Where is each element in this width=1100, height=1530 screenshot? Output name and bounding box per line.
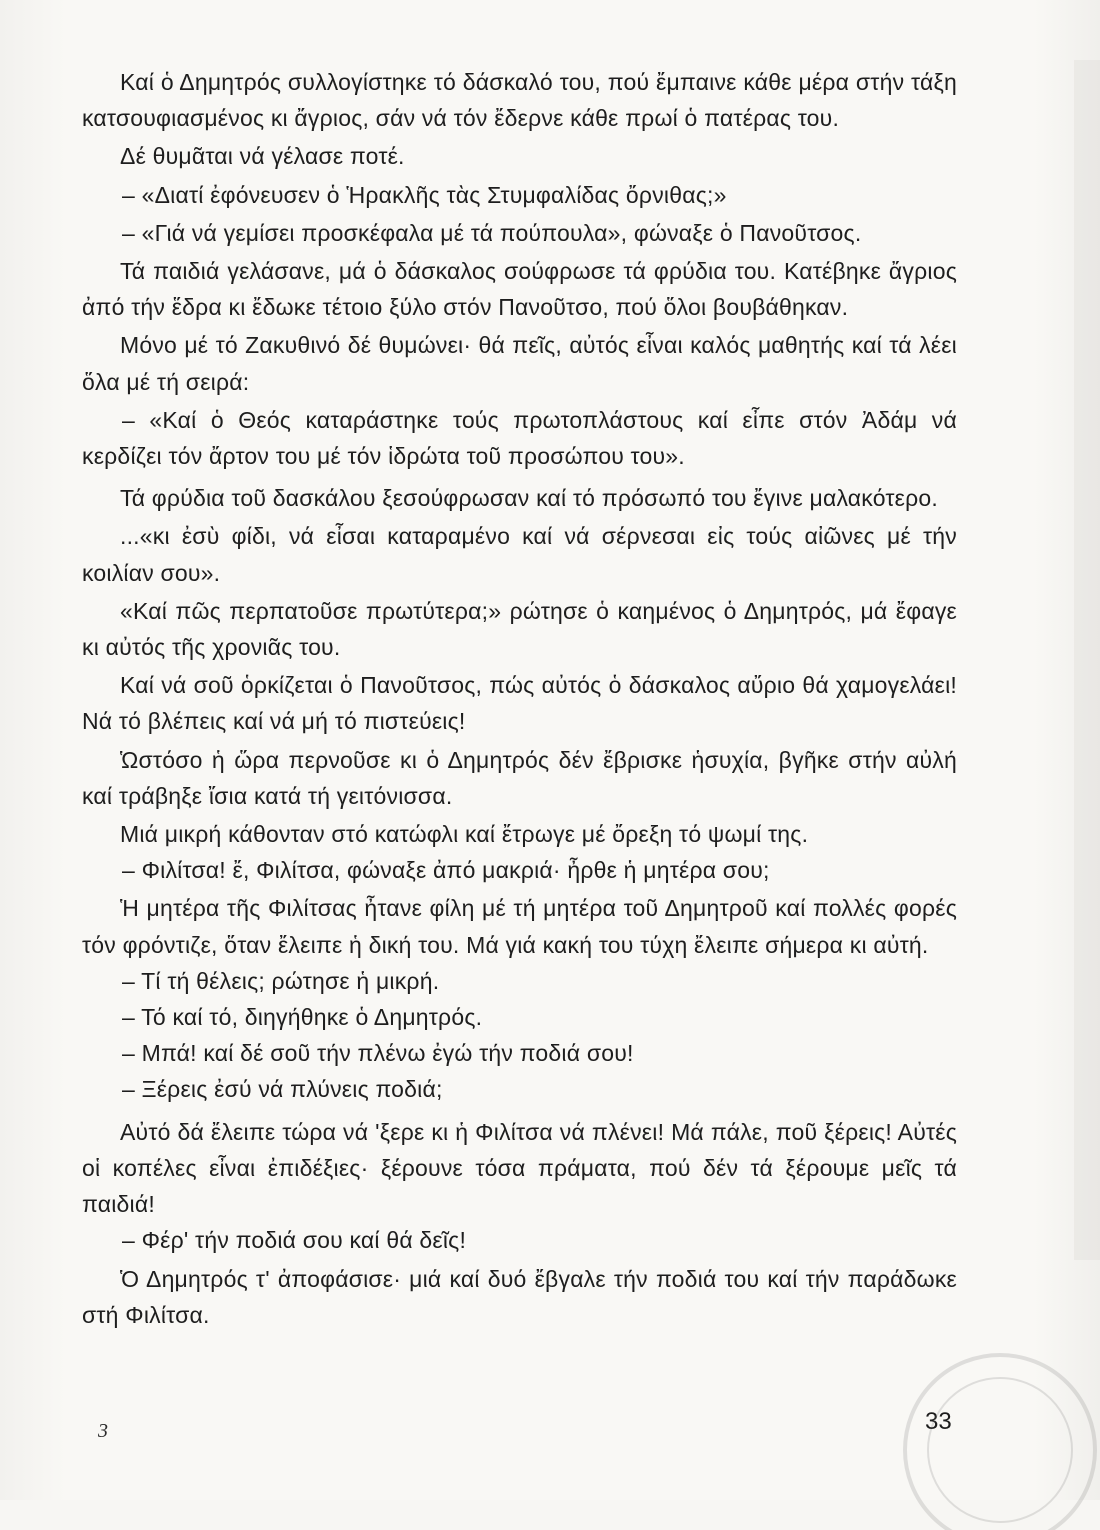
library-stamp-icon xyxy=(850,1330,1100,1530)
dialogue-line: – «Διατί ἐφόνευσεν ὁ Ἡρακλῆς τὰς Στυμφαλίδας ὄρνιθας;» xyxy=(122,181,727,208)
paragraph: Τά παιδιά γελάσανε, μά ὁ δάσκαλος σούφρωσε τά φρύδια του. Κατέβηκε ἄγριος ἀπό τήν ἕδρα κι ἔδωκε τέτοιο ξύλο στόν Πανοῦτσο, πού ὅλοι βουβάθηκαν. xyxy=(82,258,957,321)
paragraph: Ὡστόσο ἡ ὥρα περνοῦσε κι ὁ Δημητρός δέν ἔβρισκε ἡσυχία, βγῆκε στήν αὐλή καί τράβηξε ἴσια κατά τή γειτόνισσα. xyxy=(82,746,957,809)
dialogue-line: – Φιλίτσα! ἔ, Φιλίτσα, φώναξε ἀπό μακριά· ἦρθε ἡ μητέρα σου; xyxy=(122,857,770,884)
paragraph: Μόνο μέ τό Ζακυθινό δέ θυμώνει· θά πεῖς, αὐτός εἶναι καλός μαθητής καί τά λέει ὅλα μέ τή σειρά: xyxy=(82,332,957,395)
paragraph: Καί ὁ Δημητρός συλλογίστηκε τό δάσκαλό του, πού ἔμπαινε κάθε μέρα στήν τάξη κατσουφιασμένος κι ἄγριος, σάν νά τόν ἔδερνε κάθε πρωί ὁ πατέρας του. xyxy=(82,69,957,132)
dialogue-line: – Τί τή θέλεις; ρώτησε ἡ μικρή. xyxy=(122,967,440,994)
paragraph: Ἡ μητέρα τῆς Φιλίτσας ἦτανε φίλη μέ τή μητέρα τοῦ Δημητροῦ καί πολλές φορές τόν φρόντιζε, ὅταν ἔλειπε ἡ δική του. Μά γιά κακή του τύχη ἔλειπε σήμερα κι αὐτή. xyxy=(82,895,957,958)
paragraph: Καί νά σοῦ ὁρκίζεται ὁ Πανοῦτσος, πώς αὐτός ὁ δάσκαλος αὔριο θά χαμογελάει! Νά τό βλέπεις καί νά μή τό πιστεύεις! xyxy=(82,672,957,735)
dialogue-line: – «Γιά νά γεμίσει προσκέφαλα μέ τά πούπουλα», φώναξε ὁ Πανοῦτσος. xyxy=(122,219,862,246)
page-number: 33 xyxy=(925,1408,952,1435)
paragraph: Τά φρύδια τοῦ δασκάλου ξεσούφρωσαν καί τό πρόσωπό του ἔγινε μαλακότερο. xyxy=(120,485,938,512)
body-text xyxy=(82,64,957,1333)
paragraph: «Καί πῶς περπατοῦσε πρωτύτερα;» ρώτησε ὁ καημένος ὁ Δημητρός, μά ἔφαγε κι αὐτός τῆς χρονιᾶς του. xyxy=(82,597,957,661)
show-through-shadow xyxy=(1068,60,1100,1260)
paragraph: Δέ θυμᾶται νά γέλασε ποτέ. xyxy=(120,143,405,170)
dialogue-line: – Τό καί τό, διηγήθηκε ὁ Δημητρός. xyxy=(122,1004,483,1031)
dialogue-line: – Ξέρεις ἐσύ νά πλύνεις ποδιά; xyxy=(122,1076,443,1103)
paragraph: Ὁ Δημητρός τ' ἀποφάσισε· μιά καί δυό ἔβγαλε τήν ποδιά του καί τήν παράδωκε στή Φιλίτσα. xyxy=(82,1265,957,1328)
dialogue-line: – Μπά! καί δέ σοῦ τήν πλένω ἐγώ τήν ποδιά σου! xyxy=(122,1040,634,1067)
paragraph: Αὐτό δά ἔλειπε τώρα νά 'ξερε κι ἡ Φιλίτσα νά πλένει! Μά πάλε, ποῦ ξέρεις! Αὐτές οἱ κοπέλες εἶναι ἐπιδέξιες· ξέρουνε τόσα πράματα, πού δέν τά ξέρουμε μεῖς τά παιδιά! xyxy=(82,1118,957,1218)
dialogue-line: – Φέρ' τήν ποδιά σου καί θά δεῖς! xyxy=(122,1227,467,1254)
dialogue-line: – «Καί ὁ Θεός καταράστηκε τούς πρωτοπλάστους καί εἶπε στόν Ἀδάμ νά κερδίζει τόν ἄρτον του μέ τόν ἱδρώτα τοῦ προσώπου του». xyxy=(82,406,957,470)
paragraph: Μιά μικρή κάθονταν στό κατώφλι καί ἔτρωγε μέ ὄρεξη τό ψωμί της. xyxy=(120,821,809,848)
paragraph: ...«κι ἐσὺ φίδι, νά εἶσαι καταραμένο καί νά σέρνεσαι εἰς τούς αἰῶνες μέ τήν κοιλίαν σου». xyxy=(82,523,957,586)
signature-mark: 3 xyxy=(98,1420,108,1442)
